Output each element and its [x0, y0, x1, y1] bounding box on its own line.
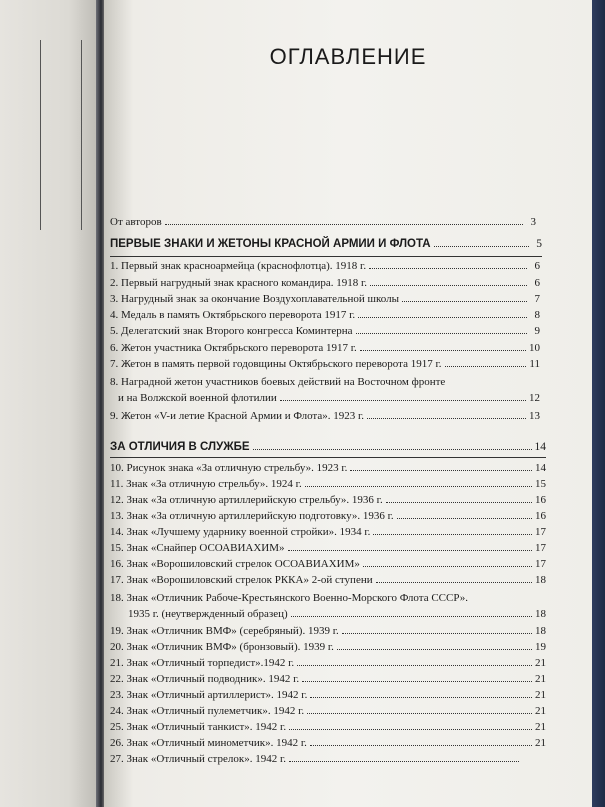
toc-entry-page: 11 — [529, 358, 540, 370]
toc-entry — [110, 625, 546, 637]
toc-entry-label: 12. Знак «За отличную артиллерийскую стрельбу». 1936 г. — [110, 494, 383, 506]
leader-dots — [307, 712, 532, 714]
toc-entry — [110, 558, 546, 570]
toc-entry-label: 22. Знак «Отличный подводник». 1942 г. — [110, 673, 300, 685]
leader-dots — [337, 648, 532, 650]
toc-entry-page: 10 — [529, 342, 540, 354]
toc-entry-label: 23. Знак «Отличный артиллерист». 1942 г. — [110, 689, 308, 701]
toc-entry-page: 6 — [534, 277, 540, 289]
leader-dots — [310, 696, 532, 698]
toc-entry — [110, 325, 540, 337]
toc-entry-label: 17. Знак «Ворошиловский стрелок РККА» 2-ой ступени — [110, 574, 373, 586]
toc-entry-label: 14. Знак «Лучшему ударнику военной стройки». 1934 г. — [110, 526, 371, 538]
toc-entry-page: 8 — [534, 309, 540, 321]
toc-entry — [110, 494, 546, 506]
toc-entry — [110, 753, 532, 765]
toc-entry-label: 11. Знак «За отличную стрельбу». 1924 г. — [110, 478, 302, 490]
toc-entry — [110, 657, 546, 669]
toc-entry — [110, 478, 546, 490]
book-page — [104, 0, 592, 807]
leader-dots — [386, 501, 532, 503]
toc-entry-label: 5. Делегатский знак Второго конгресса Коминтерна — [110, 325, 353, 337]
toc-entry — [110, 641, 546, 653]
left-page-table-fragment — [40, 40, 82, 230]
leader-dots — [363, 565, 532, 567]
toc-entry-label: 26. Знак «Отличный минометчик». 1942 г. — [110, 737, 307, 749]
book-cover-edge — [592, 0, 605, 807]
toc-entry — [110, 574, 546, 586]
toc-entry-label: 19. Знак «Отличник ВМФ» (серебряный). 1939 г. — [110, 625, 339, 637]
leader-dots — [358, 316, 527, 318]
toc-entry — [110, 673, 546, 685]
toc-entry-page: 12 — [529, 392, 540, 404]
toc-entry-page: 16 — [535, 510, 546, 522]
toc-entry-page: 17 — [535, 542, 546, 554]
toc-entry-label: 16. Знак «Ворошиловский стрелок ОСОАВИАХИМ» — [110, 558, 360, 570]
toc-entry-label: 8. Наградной жетон участников боевых действий на Восточном фронте — [110, 376, 446, 388]
toc-entry-page: 21 — [535, 737, 546, 749]
toc-entry — [110, 689, 546, 701]
toc-entry-page: 19 — [535, 641, 546, 653]
toc-entry — [110, 309, 540, 321]
toc-entry-label: 2. Первый нагрудный знак красного командира. 1918 г. — [110, 277, 368, 289]
page-title: ОГЛАВЛЕНИЕ — [269, 44, 427, 69]
toc-entry-page: 9 — [534, 325, 540, 337]
toc-entry-page: 13 — [529, 410, 540, 422]
toc-entry — [110, 410, 540, 422]
leader-dots — [445, 365, 527, 367]
toc-entry-page: 3 — [530, 216, 536, 228]
leader-dots — [289, 760, 519, 762]
toc-entry-page: 7 — [534, 293, 540, 305]
section-underline — [110, 256, 542, 257]
toc-entry-page: 15 — [535, 478, 546, 490]
toc-entry-label: 15. Знак «Снайпер ОСОАВИАХИМ» — [110, 542, 285, 554]
leader-dots — [360, 349, 526, 351]
leader-dots — [305, 485, 532, 487]
leader-dots — [165, 223, 523, 225]
toc-entry-page: 21 — [535, 657, 546, 669]
toc-entry-label: 1. Первый знак красноармейца (краснофлотца). 1918 г. — [110, 260, 367, 272]
toc-entry — [110, 526, 546, 538]
toc-entry — [110, 293, 540, 305]
toc-entry-page: 16 — [535, 494, 546, 506]
toc-entry — [110, 721, 546, 733]
leader-dots — [367, 417, 526, 419]
toc-entry-label: 4. Медаль в память Октябрьского переворота 1917 г. — [110, 309, 356, 321]
section-page: 14 — [534, 441, 546, 453]
toc-entry-page: 21 — [535, 705, 546, 717]
toc-entry — [110, 542, 546, 554]
toc-entry-label: 7. Жетон в память первой годовщины Октябрьского переворота 1917 г. — [110, 358, 442, 370]
toc-entry-label: 10. Рисунок знака «За отличную стрельбу». 1923 г. — [110, 462, 348, 474]
section-page: 5 — [536, 238, 542, 250]
toc-entry-page: 21 — [535, 689, 546, 701]
toc-entry — [110, 705, 546, 717]
section-underline — [110, 457, 546, 458]
toc-entry — [110, 392, 540, 404]
leader-dots — [288, 549, 532, 551]
leader-dots — [289, 728, 532, 730]
toc-entry-page: 21 — [535, 721, 546, 733]
toc-entry-page: 21 — [535, 673, 546, 685]
toc-entry — [110, 358, 540, 370]
toc-entry-page: 18 — [535, 574, 546, 586]
leader-dots — [397, 517, 532, 519]
toc-entry-label: От авторов — [110, 216, 162, 228]
leader-dots — [369, 267, 527, 269]
toc-entry — [110, 462, 546, 474]
leader-dots — [302, 680, 532, 682]
toc-entry-page: 17 — [535, 558, 546, 570]
toc-entry-label: 21. Знак «Отличный торпедист».1942 г. — [110, 657, 295, 669]
toc-entry-label: 13. Знак «За отличную артиллерийскую подготовку». 1936 г. — [110, 510, 394, 522]
toc-entry-label: 25. Знак «Отличный танкист». 1942 г. — [110, 721, 287, 733]
toc-entry-page: 18 — [535, 625, 546, 637]
leader-dots — [253, 448, 532, 450]
leader-dots — [310, 744, 532, 746]
toc-entry-label-continued: и на Волжской военной флотилии — [118, 392, 277, 404]
toc-entry-label: 18. Знак «Отличник Рабоче-Крестьянского Военно-Морского Флота СССР». — [110, 592, 468, 604]
toc-entry — [110, 737, 546, 749]
leader-dots — [342, 632, 532, 634]
toc-entry — [110, 260, 540, 272]
toc-entry-label: 20. Знак «Отличник ВМФ» (бронзовый). 1939 г. — [110, 641, 334, 653]
leader-dots — [376, 581, 532, 583]
leader-dots — [434, 245, 529, 247]
leader-dots — [373, 533, 532, 535]
leader-dots — [297, 664, 532, 666]
leader-dots — [291, 615, 532, 617]
leader-dots — [402, 300, 527, 302]
leader-dots — [356, 332, 527, 334]
toc-entry-label: 3. Нагрудный знак за окончание Воздухоплавательной школы — [110, 293, 399, 305]
leader-dots — [370, 284, 527, 286]
toc-entry-page: 18 — [535, 608, 546, 620]
toc-entry-label: 9. Жетон «V-и летие Красной Армии и Флота». 1923 г. — [110, 410, 365, 422]
left-page-edge — [0, 0, 98, 807]
toc-entry-from-authors — [110, 216, 536, 228]
toc-section-1 — [110, 238, 542, 250]
toc-entry-label: 6. Жетон участника Октябрьского переворота 1917 г. — [110, 342, 357, 354]
leader-dots — [350, 469, 532, 471]
toc-entry — [110, 510, 546, 522]
section-title: ЗА ОТЛИЧИЯ В СЛУЖБЕ — [110, 441, 250, 453]
toc-entry-label: 24. Знак «Отличный пулеметчик». 1942 г. — [110, 705, 305, 717]
toc-entry-label-continued: 1935 г. (неутвержденный образец) — [128, 608, 288, 620]
toc-entry-page: 14 — [535, 462, 546, 474]
section-title: ПЕРВЫЕ ЗНАКИ И ЖЕТОНЫ КРАСНОЙ АРМИИ И ФЛОТА — [110, 238, 431, 250]
toc-section-2 — [110, 441, 546, 453]
toc-entry — [110, 342, 540, 354]
toc-entry — [110, 608, 546, 620]
toc-entry — [110, 277, 540, 289]
toc-entry-page: 17 — [535, 526, 546, 538]
toc-entry-label: 27. Знак «Отличный стрелок». 1942 г. — [110, 753, 286, 765]
toc-entry-page: 6 — [534, 260, 540, 272]
leader-dots — [280, 399, 526, 401]
